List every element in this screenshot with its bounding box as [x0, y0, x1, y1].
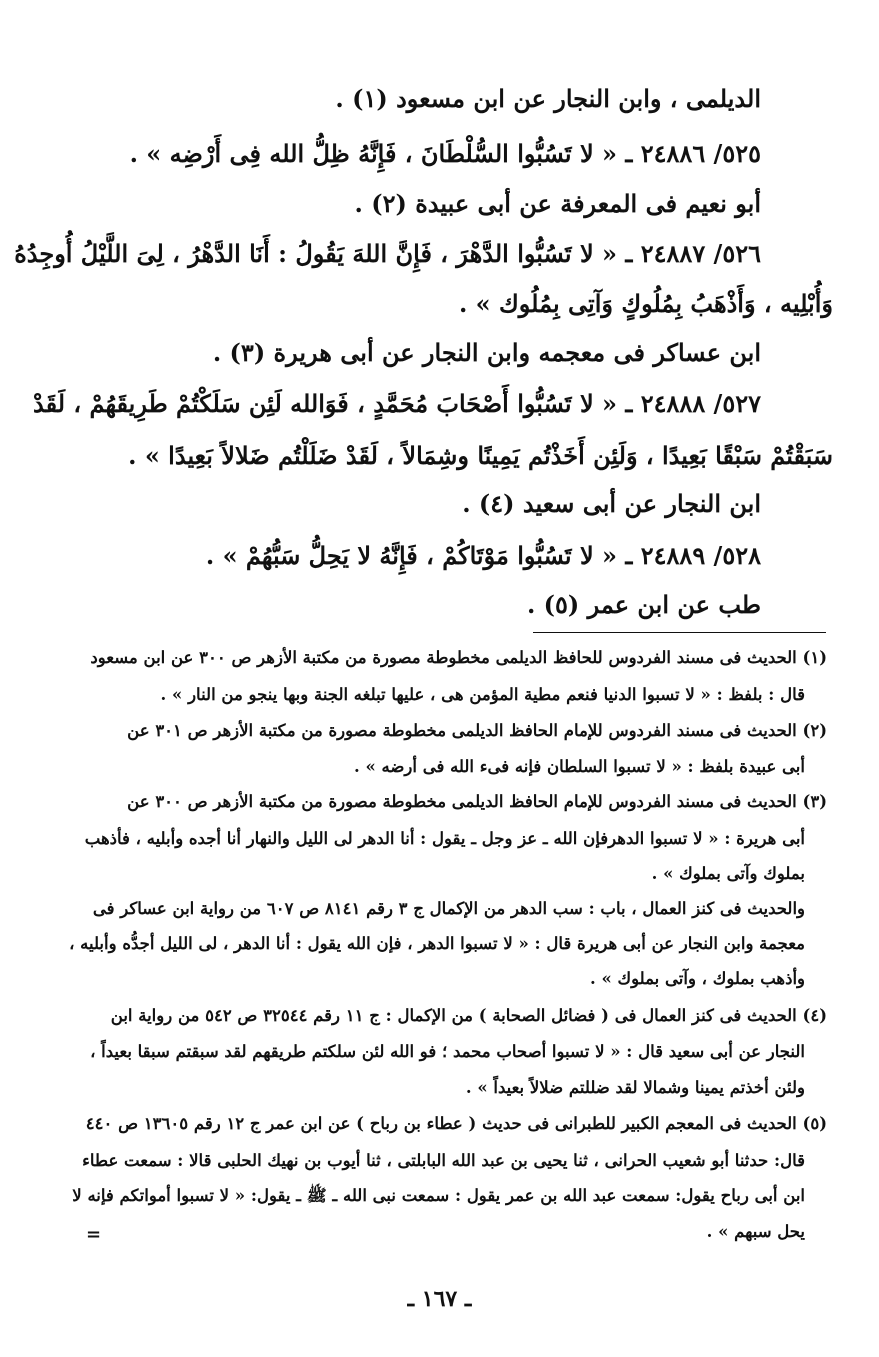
main-line: الديلمى ، وابن النجار عن ابن مسعود (١) .	[335, 84, 761, 113]
end-mark: =	[86, 1224, 102, 1245]
footnote-line: وأذهب بملوك ، وآتى بملوك » .	[590, 969, 805, 988]
footnote-2: (٢) الحديث فى مسند الفردوس للإمام الحافظ الديلمى مخطوطة مصورة من مكتبة الأزهر ص ٣٠١ عن	[127, 721, 827, 740]
page-number: ـ ١٦٧ ـ	[407, 1286, 472, 1312]
footnote-1: (١) الحديث فى مسند الفردوس للحافظ الديلمى مخطوطة مصورة من مكتبة الأزهر ص ٣٠٠ عن ابن مسعود	[90, 648, 827, 667]
footnote-line: النجار عن أبى سعيد قال : « لا تسبوا أصحاب محمد ؛ فو الله لئن سلكتم طريقهم لقد سبقتم سبقا بعيداً ،	[90, 1042, 805, 1061]
footnote-line: قال : بلفظ : « لا تسبوا الدنيا فنعم مطية المؤمن هى ، عليها تبلغه الجنة وبها ينجو من النار » .	[160, 685, 805, 704]
hadith-527: ٥٢٧/ ٢٤٨٨٨ ـ « لا تَسُبُّوا أَصْحَابَ مُحَمَّدٍ ، فَوَالله لَئِن سَلَكْتُمْ طَرِيقَهُمْ ، لَقَدْ	[32, 389, 761, 418]
main-line: ابن النجار عن أبى سعيد (٤) .	[462, 489, 761, 518]
main-line: ابن عساكر فى معجمه وابن النجار عن أبى هريرة (٣) .	[212, 338, 761, 367]
footnote-5: (٥) الحديث فى المعجم الكبير للطبرانى فى حديث ( عطاء بن رباح ) عن ابن عمر ج ١٢ رقم ١٣٦٠٥ ص ٤٤٠	[85, 1114, 827, 1133]
footnote-3: (٣) الحديث فى مسند الفردوس للإمام الحافظ الديلمى مخطوطة مصورة من مكتبة الأزهر ص ٣٠٠ عن	[127, 792, 827, 811]
main-line: طب عن ابن عمر (٥) .	[526, 590, 761, 619]
main-line: وَأُبْلِيه ، وَأَذْهَبُ بِمُلُوكٍ وَآتِى بِمُلُوك » .	[458, 289, 833, 318]
footnote-line: بملوك وآتى بملوك » .	[651, 864, 805, 883]
hadith-525: ٥٢٥/ ٢٤٨٨٦ ـ « لا تَسُبُّوا السُّلْطَانَ ، فَإِنَّهُ ظِلُّ الله فِى أَرْضِه » .	[129, 139, 761, 168]
hadith-528: ٥٢٨/ ٢٤٨٨٩ ـ « لا تَسُبُّوا مَوْتَاكُمْ ، فَإِنَّهُ لا يَحِلُّ سَبُّهُمْ » .	[205, 541, 761, 570]
footnote-line: ابن أبى رباح يقول: سمعت عبد الله بن عمر يقول : سمعت نبى الله ـ ﷺ ـ يقول: « لا تسبوا أمواتكم فإنه لا	[72, 1186, 805, 1205]
footnote-line: يحل سبهم » .	[706, 1222, 805, 1241]
footnote-line: قال: حدثنا أبو شعيب الحرانى ، ثنا يحيى بن عبد الله البابلتى ، ثنا أيوب بن نهيك الحلبى قالا : سمعت عطاء	[82, 1151, 805, 1170]
footnote-line: معجمة وابن النجار عن أبى هريرة قال : « لا تسبوا الدهر ، فإن الله يقول : أنا الدهر ، لى الليل أجدُّه وأبليه ،	[69, 934, 805, 953]
footnote-line: ولئن أخذتم يمينا وشمالا لقد ضللتم ضلالاً بعيداً » .	[465, 1078, 805, 1097]
footnote-line: أبى هريرة : « لا تسبوا الدهرفإن الله ـ عز وجل ـ يقول : أنا الدهر لى الليل والنهار أنا أجده وأبليه ، فأذهب	[84, 829, 805, 848]
hadith-526: ٥٢٦/ ٢٤٨٨٧ ـ « لا تَسُبُّوا الدَّهْرَ ، فَإِنَّ اللهَ يَقُولُ : أَنَا الدَّهْرُ ، لِىَ اللَّيْلُ أُوجِدُهُ	[14, 239, 761, 268]
footnote-rule	[533, 632, 826, 633]
footnote-line: أبى عبيدة بلفظ : « لا تسبوا السلطان فإنه فىء الله فى أرضه » .	[354, 757, 805, 776]
main-line: أبو نعيم فى المعرفة عن أبى عبيدة (٢) .	[354, 189, 761, 218]
footnote-line: والحديث فى كنز العمال ، باب : سب الدهر من الإكمال ج ٣ رقم ٨١٤١ ص ٦٠٧ من رواية ابن عساكر فى	[92, 899, 805, 918]
footnote-4: (٤) الحديث فى كنز العمال فى ( فضائل الصحابة ) من الإكمال : ج ١١ رقم ٣٢٥٤٤ ص ٥٤٢ من رواية ابن	[110, 1006, 827, 1025]
main-line: سَبَقْتُمْ سَبْقًا بَعِيدًا ، وَلَئِن أَخَذْتُم يَمِينًا وشِمَالاً ، لَقَدْ ضَلَلْتُم ضَلالاً بَعِيدًا » .	[128, 441, 833, 470]
